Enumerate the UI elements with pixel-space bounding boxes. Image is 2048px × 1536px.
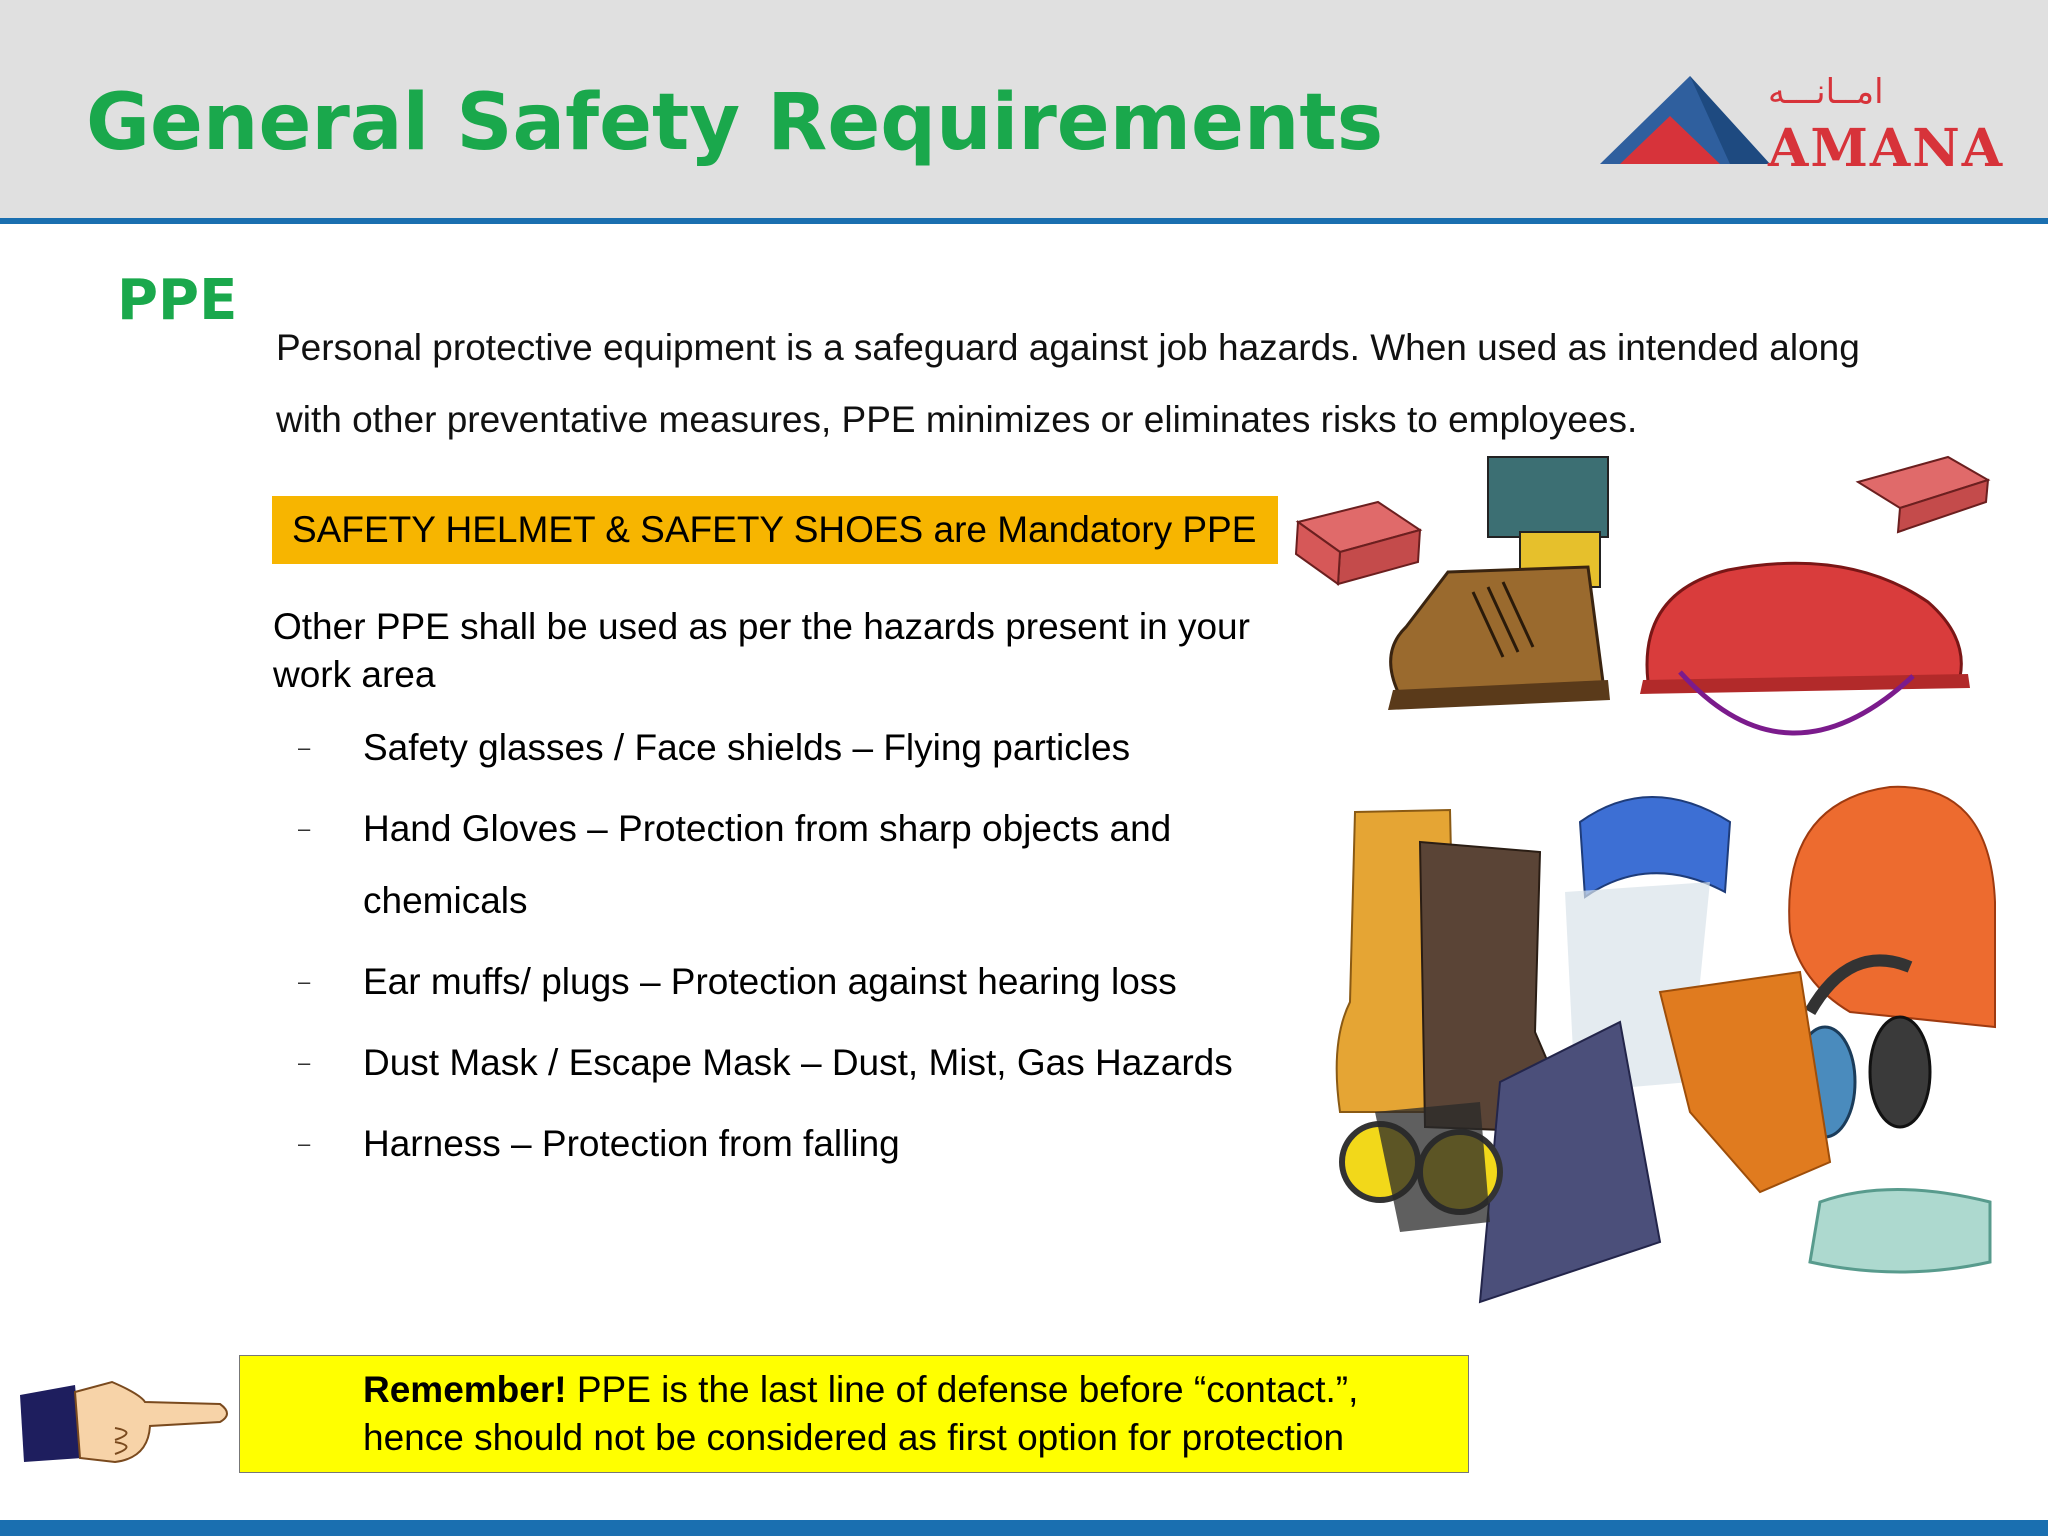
remember-text	[363, 1366, 1463, 1462]
brick-icon	[1858, 457, 1988, 532]
safety-goggles-icon	[1810, 1190, 1990, 1273]
bullet-dash: –	[298, 969, 311, 994]
list-item: – Hand Gloves – Protection from sharp objects and chemicals	[290, 793, 1330, 937]
helmet-icon	[1640, 563, 1970, 733]
slide-title: General Safety Requirements	[86, 78, 1384, 168]
other-ppe-text: Other PPE shall be used as per the hazards present in your work area	[273, 606, 1250, 695]
bullet-dash: –	[298, 1131, 311, 1156]
boot-helmet-illustration	[1288, 452, 2008, 748]
ppe-collage-image	[1330, 782, 2002, 1312]
bullet-dash: –	[298, 1050, 311, 1075]
slide-header	[0, 0, 2048, 224]
logo-arabic-text: امــانـــه	[1768, 72, 1884, 112]
logo-triangle-icon	[1600, 76, 1770, 166]
list-item: – Safety glasses / Face shields – Flying particles	[290, 712, 1330, 784]
list-item: – Ear muffs/ plugs – Protection against hearing loss	[290, 946, 1330, 1018]
logo-english-text: AMANA	[1768, 118, 2005, 179]
remember-body: PPE is the last line of defense before “contact.”, hence should not be considered as first option for protection	[363, 1369, 1359, 1458]
bullet-dash: –	[298, 735, 311, 760]
ppe-list	[290, 712, 1330, 1189]
list-item: – Dust Mask / Escape Mask – Dust, Mist, Gas Hazards	[290, 1027, 1330, 1099]
brick-icon	[1296, 502, 1420, 584]
mandatory-ppe-banner: SAFETY HELMET & SAFETY SHOES are Mandatory PPE	[272, 496, 1278, 564]
respirator-icon	[1342, 1102, 1500, 1232]
amana-logo	[1600, 72, 2032, 182]
remember-label: Remember!	[363, 1369, 567, 1410]
list-item: – Harness – Protection from falling	[290, 1108, 1330, 1180]
pointing-hand-icon	[20, 1370, 230, 1470]
intro-paragraph: Personal protective equipment is a safeguard against job hazards. When used as intended along with other preventative measures, PPE minimizes or eliminates risks to employees.	[276, 327, 1860, 440]
bullet-dash: –	[298, 816, 311, 841]
section-heading: PPE	[117, 268, 238, 333]
remember-callout	[239, 1355, 1469, 1473]
footer-bar	[0, 1520, 2048, 1536]
boot-icon	[1388, 457, 1610, 710]
